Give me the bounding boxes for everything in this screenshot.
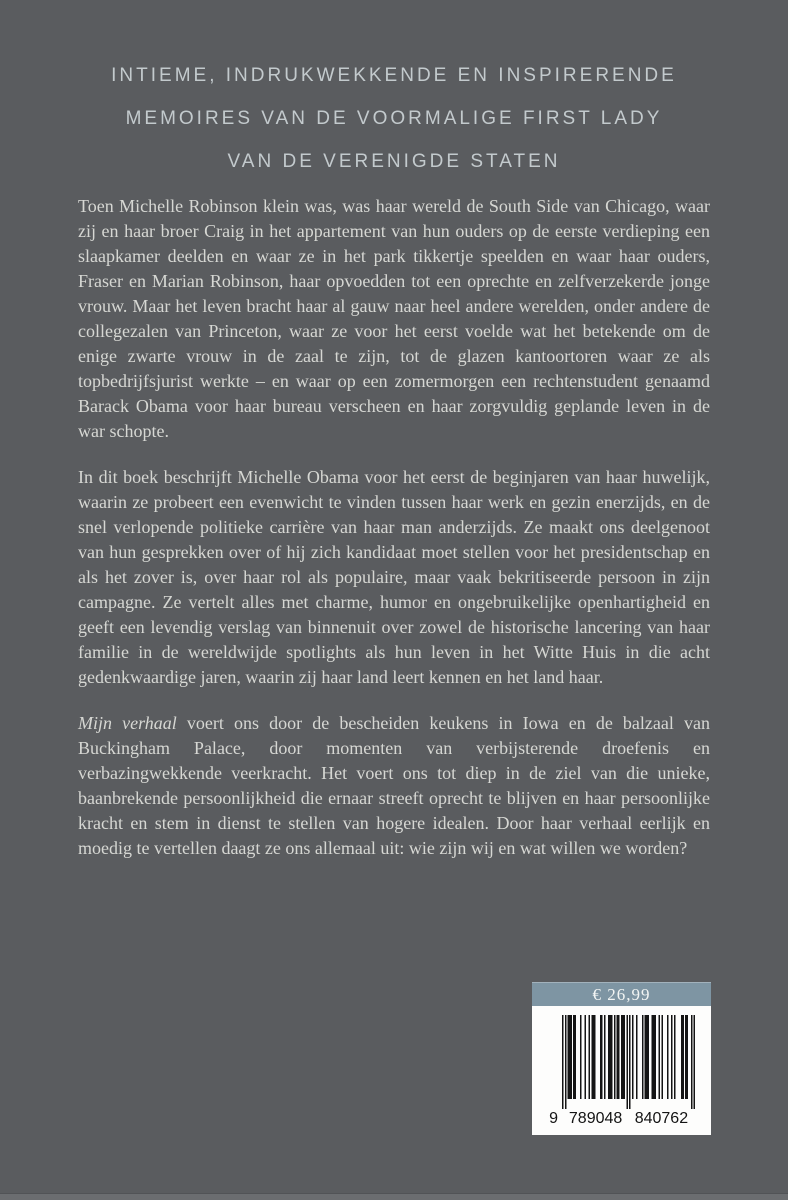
blurb-paragraph-3-text: voert ons door de bescheiden keukens in Iowa en de balzaal van Buckingham Palace, door momenten van verbijsterende droefenis en verbazingwekkende veerkracht. Het voert ons tot diep in de ziel van die unieke, baanbrekende persoonlijkheid die ernaar streeft oprecht te blijven en haar persoonlijke kracht en stem in dienst te stellen van hogere idealen. Door haar verhaal eerlijk en moedig te vertellen daagt ze ons allemaal uit: wie zijn wij en wat willen we worden?: [78, 713, 710, 858]
blurb-paragraph-3: [78, 711, 710, 861]
tagline-line-2: MEMOIRES VAN DE VOORMALIGE FIRST LADY: [125, 108, 663, 129]
price-barcode-label: [532, 982, 711, 1135]
svg-text:9: 9: [549, 1109, 558, 1127]
cover-bottom-edge: [0, 1193, 788, 1200]
tagline: [0, 54, 788, 183]
price-band: [532, 982, 711, 1006]
svg-text:789048: 789048: [568, 1109, 623, 1127]
price: € 26,99: [592, 984, 651, 1004]
tagline-line-3: VAN DE VERENIGDE STATEN: [227, 151, 561, 172]
barcode: [532, 1006, 711, 1135]
blurb: [78, 194, 710, 861]
ean13-barcode-svg: [544, 1015, 699, 1127]
tagline-line-1: INTIEME, INDRUKWEKKENDE EN INSPIRERENDE: [111, 65, 677, 86]
blurb-paragraph-1: Toen Michelle Robinson klein was, was haar wereld de South Side van Chicago, waar zij en haar broer Craig in het appartement van hun ouders op de eerste verdieping een slaapkamer deelden en waar ze in het park tikkertje speelden en waar haar ouders, Fraser en Marian Robinson, haar opvoedden tot een oprechte en zelfverzekerde jonge vrouw. Maar het leven bracht haar al gauw naar heel andere werelden, onder andere de collegezalen van Princeton, waar ze voor het eerst voelde wat het betekende om de enige zwarte vrouw in de zaal te zijn, tot de glazen kantoortoren waar ze als topbedrijfsjurist werkte – en waar op een zomermorgen een rechtenstudent genaamd Barack Obama voor haar bureau verscheen en haar zorgvuldig geplande leven in de war schopte.: [78, 196, 710, 441]
svg-text:840762: 840762: [634, 1109, 689, 1127]
blurb-paragraph-2: In dit boek beschrijft Michelle Obama voor het eerst de beginjaren van haar huwelijk, waarin ze probeert een evenwicht te vinden tussen haar werk en gezin enerzijds, en de snel verlopende politieke carrière van haar man anderzijds. Ze maakt ons deelgenoot van hun gesprekken over of hij zich kandidaat moet stellen voor het presidentschap en als het zover is, over haar rol als populaire, maar vaak bekritiseerde persoon in zijn campagne. Ze vertelt alles met charme, humor en ongebruikelijke openhartigheid en geeft een levendig verslag van binnenuit over zowel de historische lancering van haar familie in de wereldwijde spotlights als hun leven in het Witte Huis in die acht gedenkwaardige jaren, waarin zij haar land leert kennen en het land haar.: [78, 467, 710, 687]
book-title-italic: Mijn verhaal: [78, 713, 177, 733]
